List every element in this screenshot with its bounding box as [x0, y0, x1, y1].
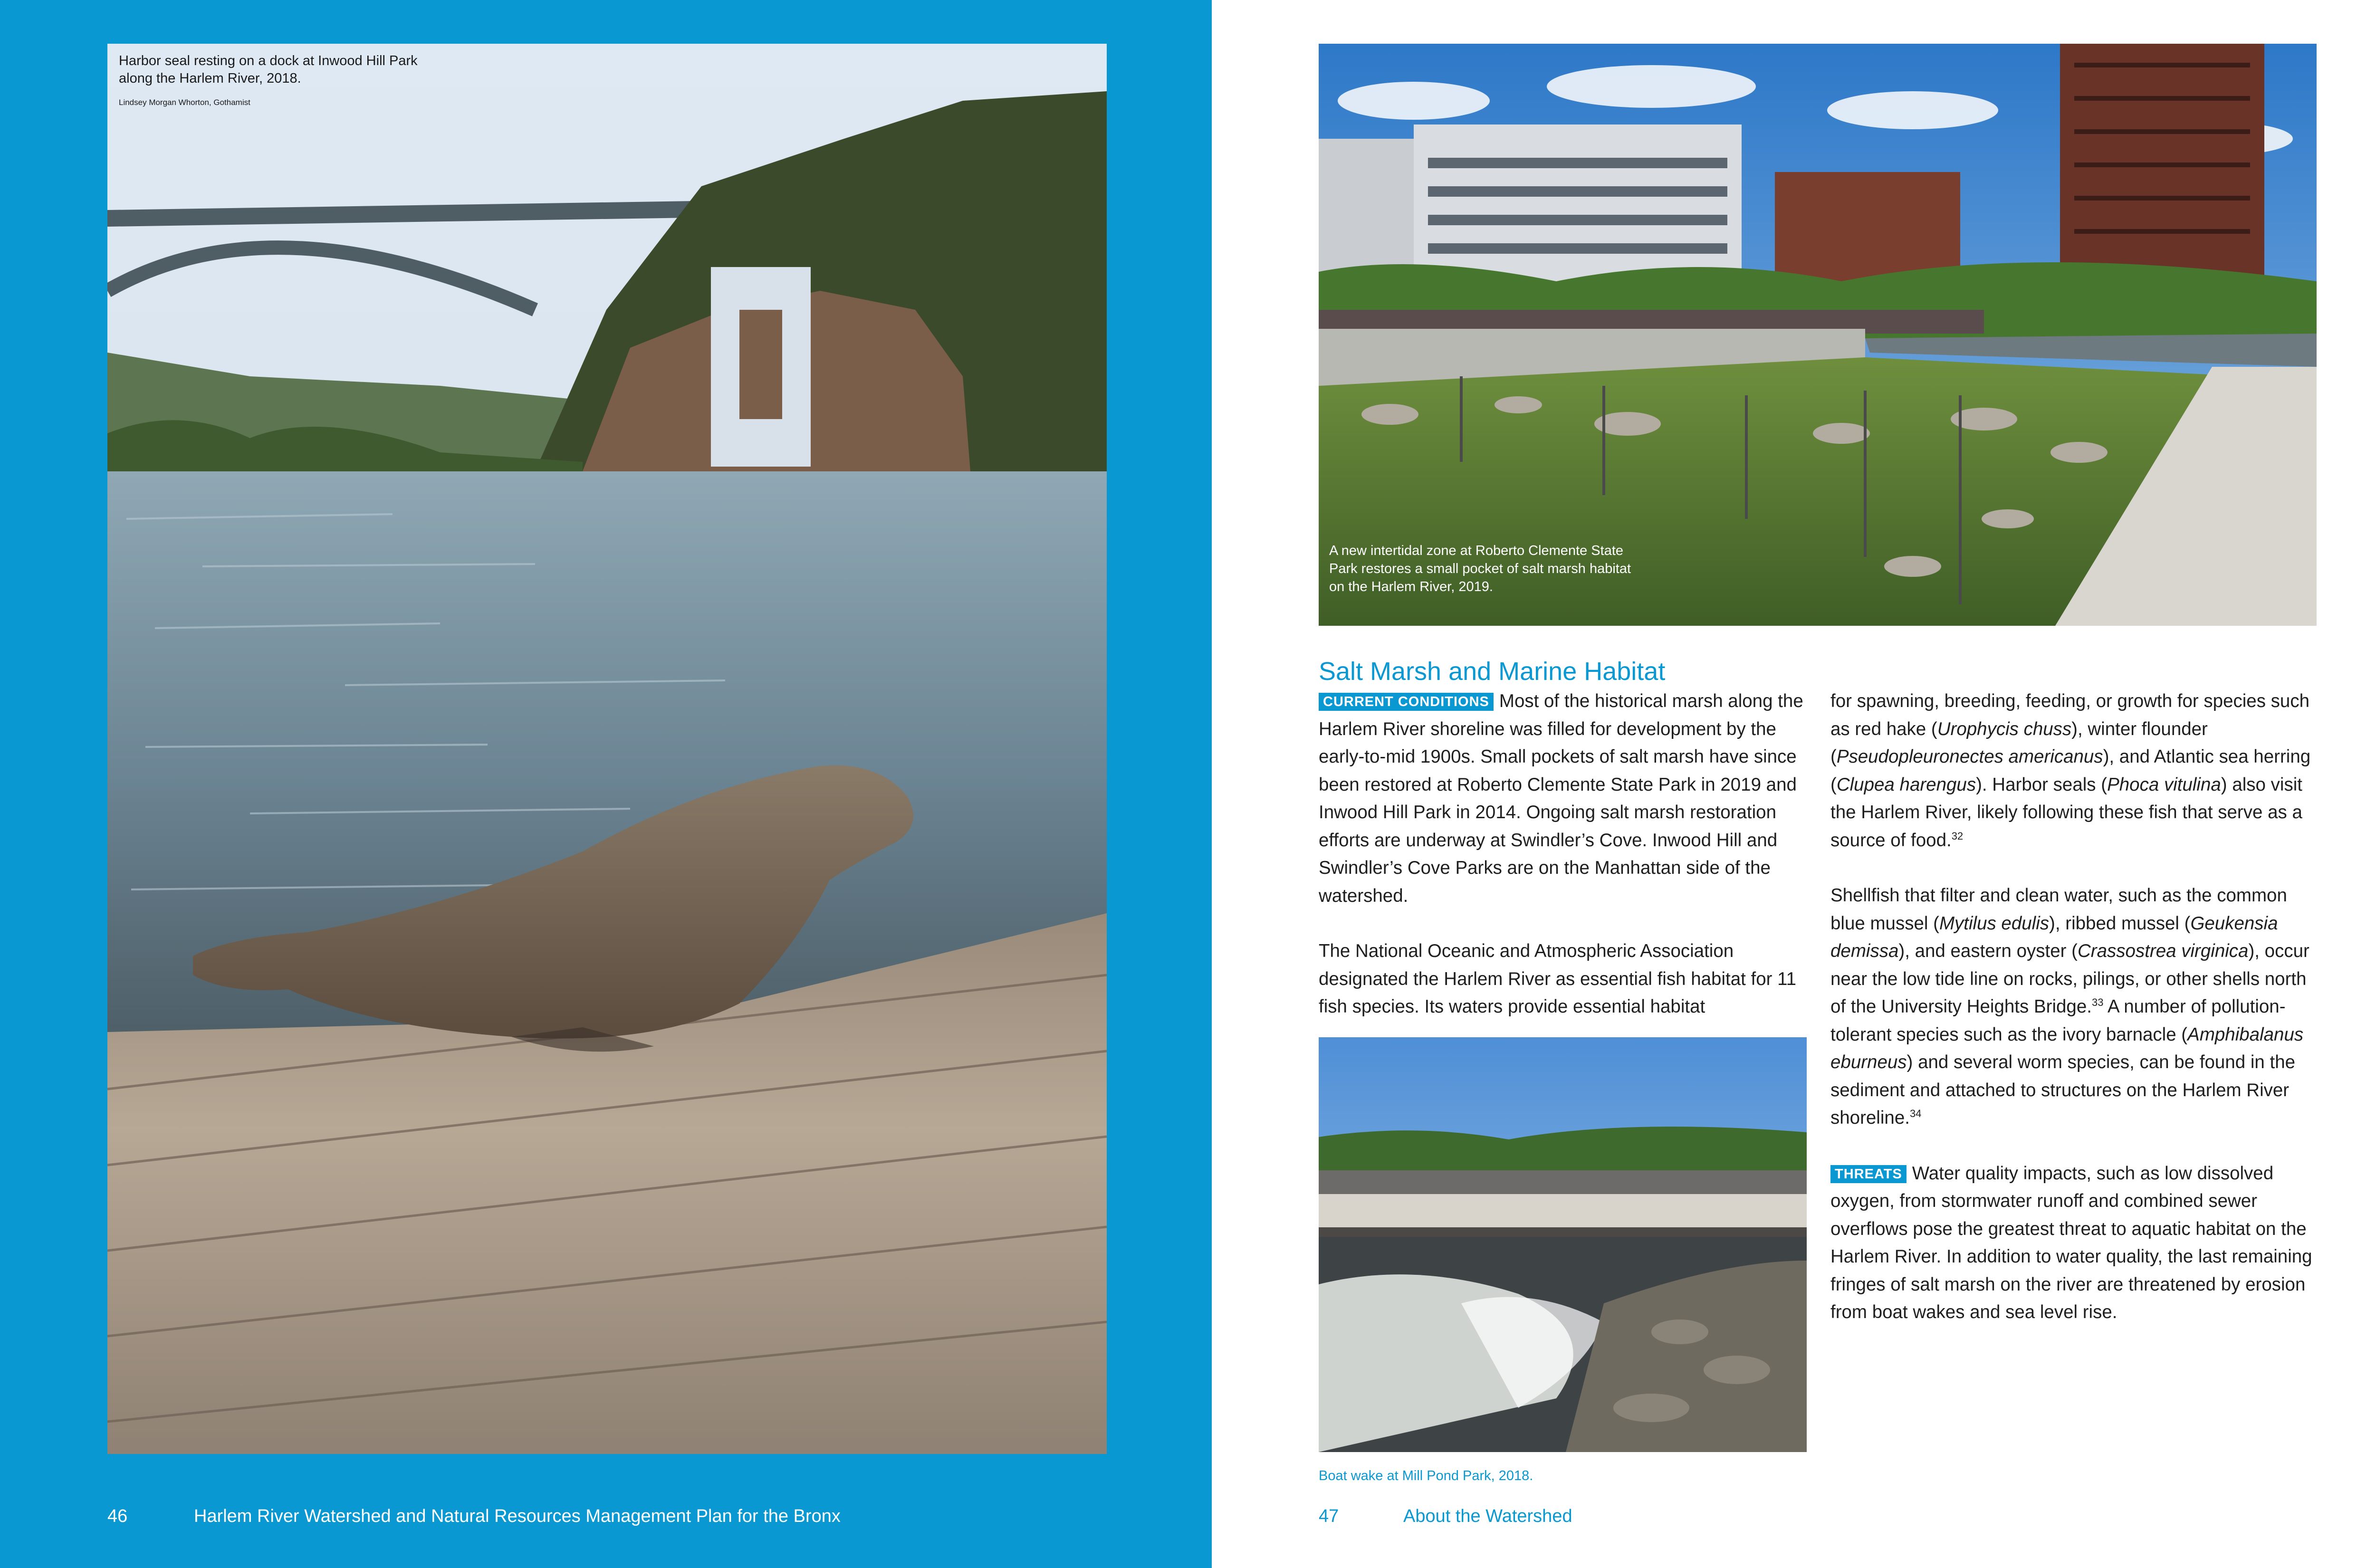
species-name: Pseudopleuronectes americanus: [1836, 746, 2103, 767]
threats-tag: THREATS: [1830, 1165, 1907, 1183]
threats-text: Water quality impacts, such as low dissolved oxygen, from stormwater runoff and combined sewer overflows pose the greatest threat to aquatic habitat on the Harlem River. In addition to water quality, the last remaining fringes of salt marsh on the river are threatened by erosion from boat wakes and sea level rise.: [1830, 1163, 2312, 1322]
species-name: Clupea harengus: [1836, 774, 1976, 795]
footnote-ref: 33: [2091, 996, 2104, 1008]
text-run: A number of pollution-tolerant species such as the ivory barnacle (: [1830, 996, 2286, 1045]
salt-marsh-photo-caption: A new intertidal zone at Roberto Clemente State Park restores a small pocket of salt marsh habitat on the Harlem River, 2019.: [1329, 543, 1631, 594]
body-column-right: [1830, 688, 2325, 1327]
species-name: Geukensia demissa: [1830, 913, 2278, 961]
boat-wake-photo-caption: Boat wake at Mill Pond Park, 2018.: [1319, 1468, 1533, 1483]
left-page-number: 46: [107, 1506, 128, 1526]
text-run: ) and several worm species, can be found in the sediment and attached to structures on the Harlem River shoreline.: [1830, 1052, 2296, 1128]
harbor-seal-photo-credit: Lindsey Morgan Whorton, Gothamist: [119, 98, 250, 107]
text-run: for spawning, breeding, feeding, or growth for species such as red hake (: [1830, 691, 2309, 739]
text-run: ), occur near the low tide line on rocks, pilings, or other shells north of the University Heights Bridge.: [1830, 941, 2309, 1017]
current-conditions-paragraph: [1319, 688, 1813, 910]
salt-marsh-photo: [1319, 44, 2317, 626]
current-conditions-tag: CURRENT CONDITIONS: [1319, 693, 1494, 711]
species-name: Phoca vitulina: [2107, 774, 2221, 795]
left-running-title: Harlem River Watershed and Natural Resources Management Plan for the Bronx: [194, 1506, 841, 1526]
shellfish-paragraph: [1830, 882, 2325, 1132]
species-name: Amphibalanus eburneus: [1830, 1024, 2304, 1072]
text-run: ), and Atlantic sea herring (: [1830, 746, 2311, 795]
species-paragraph: [1830, 688, 2325, 854]
text-run: ) also visit the Harlem River, likely following these fish that serve as a source of food.: [1830, 774, 2302, 851]
threats-paragraph: [1830, 1160, 2325, 1327]
current-conditions-text: Most of the historical marsh along the Harlem River shoreline was filled for development by the early-to-mid 1900s. Small pockets of salt marsh have since been restored at Roberto Clemente State Park in 2019 and Inwood Hill Park in 2014. Ongoing salt marsh restoration efforts are underway at Swindler’s Cove. Inwood Hill and Swindler’s Cove Parks are on the Manhattan side of the watershed.: [1319, 691, 1803, 906]
boat-wake-photo: [1319, 1037, 1807, 1452]
text-run: ), ribbed mussel (: [2049, 913, 2191, 934]
text-run: ), and eastern oyster (: [1898, 941, 2078, 961]
right-running-title: About the Watershed: [1403, 1506, 1572, 1526]
species-name: Mytilus edulis: [1939, 913, 2050, 934]
text-run: ). Harbor seals (: [1976, 774, 2108, 795]
harbor-seal-photo: [107, 44, 1107, 1454]
footnote-ref: 34: [1909, 1108, 1922, 1119]
species-name: Crassostrea virginica: [2078, 941, 2249, 961]
body-column-left: [1319, 688, 1813, 1021]
harbor-seal-photo-caption: Harbor seal resting on a dock at Inwood Hill Park along the Harlem River, 2018.: [119, 53, 418, 86]
fish-habitat-paragraph: The National Oceanic and Atmospheric Association designated the Harlem River as essential fish habitat for 11 fish species. Its waters provide essential habitat: [1319, 941, 1797, 1017]
species-name: Urophycis chuss: [1937, 718, 2072, 739]
text-run: Shellfish that filter and clean water, such as the common blue mussel (: [1830, 885, 2287, 934]
text-run: ), winter flounder (: [1830, 718, 2208, 767]
right-page-number: 47: [1319, 1506, 1339, 1526]
section-heading: Salt Marsh and Marine Habitat: [1319, 657, 1666, 686]
footnote-ref: 32: [1951, 830, 1964, 842]
